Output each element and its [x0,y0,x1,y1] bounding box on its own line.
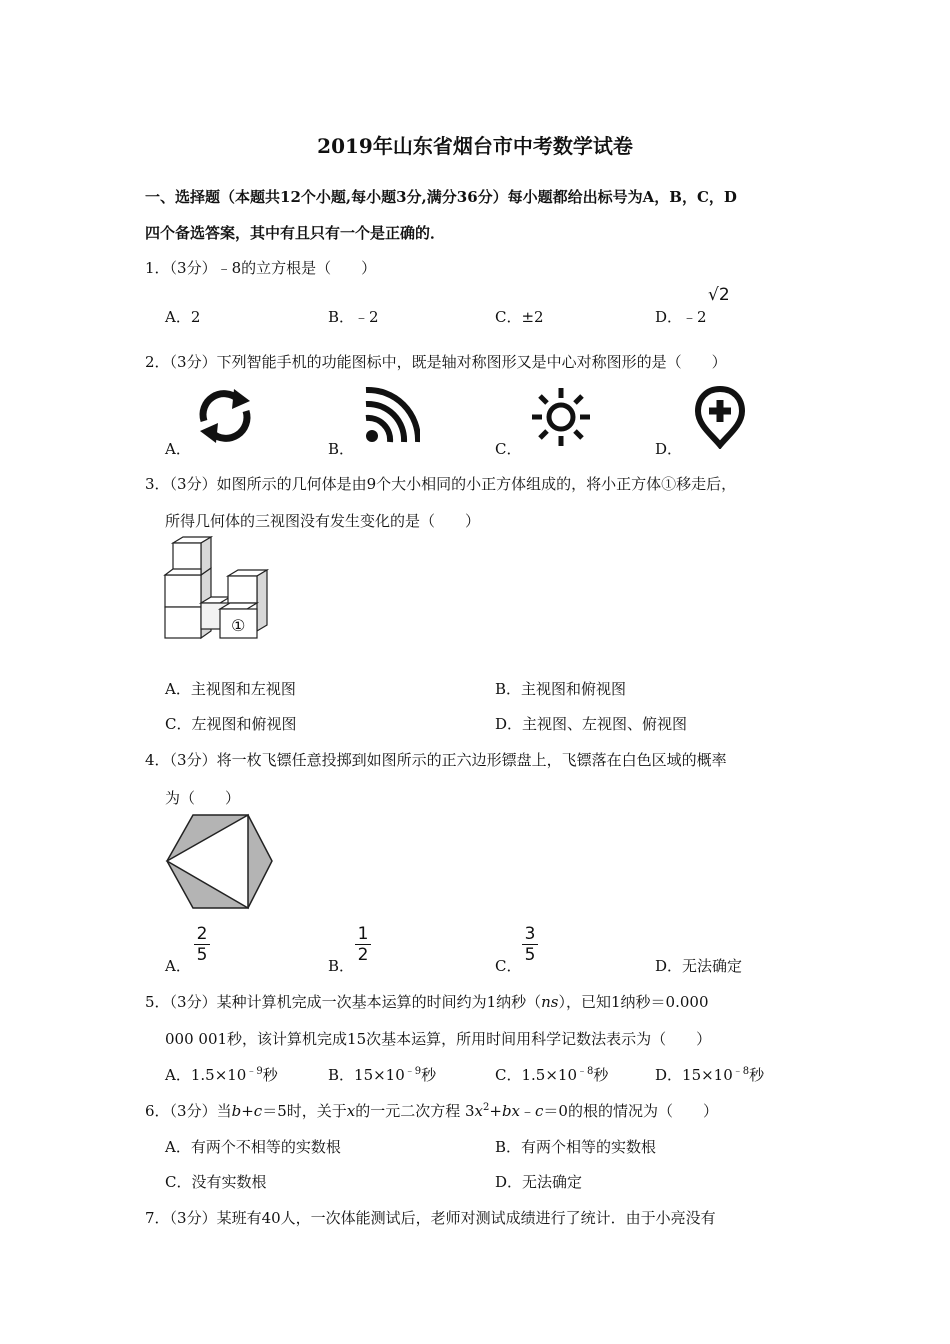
q1-stem: 1．（3分）﹣8的立方根是（ ） [145,259,377,277]
q4-option-d: D．无法确定 [655,957,743,975]
q3-option-c: C．左视图和俯视图 [165,715,297,733]
q3-option-b: B．主视图和俯视图 [495,680,627,698]
q7-stem: 7．（3分）某班有40人，一次体能测试后，老师对测试成绩进行了统计．由于小亮没有 [145,1209,716,1227]
q5-option-a-base: A．1.5×10 [165,1066,247,1084]
q5-option-d-unit: 秒 [749,1066,765,1084]
q3-stem-line1: 3．（3分）如图所示的几何体是由9个大小相同的小正方体组成的，将小正方体①移走后， [145,475,737,493]
q4-option-b-label: B． [328,957,355,975]
q6-plus-2: + [489,1102,502,1120]
q2-option-d: D． [655,440,683,458]
q5-option-b-unit: 秒 [421,1066,437,1084]
q2-stem: 2．（3分）下列智能手机的功能图标中，既是轴对称图形又是中心对称图形的是（ ） [145,353,727,371]
q4-stem-line1: 4．（3分）将一枚飞镖任意投掷到如图所示的正六边形镖盘上，飞镖落在白色区域的概率 [145,751,727,769]
q5-option-b-exp: ﹣9 [404,1066,422,1077]
q6-option-d: D．无法确定 [495,1173,583,1191]
q5-option-b-base: B．15×10 [328,1066,405,1084]
q5-option-c [495,1064,608,1085]
q6-text-1: 6．（3分）当 [145,1102,232,1120]
q5-stem-line1 [145,991,709,1012]
q5-option-a-exp: ﹣9 [246,1066,263,1077]
cube-label: ① [231,616,246,635]
section-heading-line1: 一、选择题（本题共12个小题,每小题3分,满分36分）每小题都给出标号为A，B，C，D [145,188,737,206]
hexagon-dartboard [162,812,276,912]
q1-option-d [655,306,707,327]
q4-option-b-numerator: 1 [357,924,369,944]
q4-option-c-denominator: 5 [524,945,536,965]
page-title: 2019年山东省烟台市中考数学试卷 [317,134,633,158]
q2-option-b: B． [328,440,355,458]
cube-figure [160,535,272,645]
q6-option-b: B．有两个相等的实数根 [495,1138,657,1156]
q5-unit-ns: ns [541,993,559,1011]
q5-stem-text-a: 5．（3分）某种计算机完成一次基本运算的时间约为1纳秒（ [145,993,542,1011]
q5-option-c-exp: ﹣8 [577,1066,594,1077]
q6-text-2: ＝5时，关于 [262,1102,347,1120]
location-add-icon [694,385,746,449]
q5-option-c-unit: 秒 [593,1066,609,1084]
q5-stem-line2: 000 001秒，该计算机完成15次基本运算，所用时间用科学记数法表示为（ ） [165,1030,712,1048]
q5-option-d-exp: ﹣8 [732,1066,750,1077]
refresh-icon [194,385,256,447]
q4-option-a-fraction [192,925,212,964]
q4-option-a-denominator: 5 [196,945,208,965]
q4-option-a-label: A． [165,957,191,975]
q5-option-c-base: C．1.5×10 [495,1066,577,1084]
q5-option-d [655,1064,764,1085]
q1-option-c: C．±2 [495,308,544,326]
q6-plus: + [241,1102,254,1120]
q4-option-b-denominator: 2 [357,945,369,965]
q2-option-a: A． [165,440,191,458]
q6-option-c: C．没有实数根 [165,1173,267,1191]
q6-text-4: ＝0的根的情况为（ ） [543,1102,718,1120]
q6-square: 2 [482,1102,490,1113]
q4-option-b-fraction [353,925,373,964]
q4-option-a-numerator: 2 [196,924,208,944]
q1-option-d-exponent: √2 [708,285,730,305]
wifi-icon [360,386,420,448]
q2-option-c: C． [495,440,522,458]
q5-option-a [165,1064,278,1085]
sun-icon [530,386,592,448]
q1-option-b: B．﹣2 [328,308,379,326]
section-heading-line2: 四个备选答案，其中有且只有一个是正确的． [145,224,446,242]
q3-option-d: D．主视图、左视图、俯视图 [495,715,688,733]
q6-minus: ﹣ [520,1102,536,1120]
q5-option-a-unit: 秒 [262,1066,278,1084]
q3-option-a: A．主视图和左视图 [165,680,296,698]
q5-option-b [328,1064,436,1085]
q6-var-c-2: c [535,1102,544,1120]
q1-option-a: A．2 [165,308,201,326]
q1-option-d-base: D．﹣2 [655,308,707,326]
q4-option-c-fraction [520,925,540,964]
q6-var-x-squared: x [474,1102,483,1120]
q3-stem-line2: 所得几何体的三视图没有发生变化的是（ ） [165,512,481,530]
q6-stem [145,1100,718,1121]
q6-option-a: A．有两个不相等的实数根 [165,1138,341,1156]
q5-option-d-base: D．15×10 [655,1066,733,1084]
q6-var-c: c [253,1102,263,1120]
q6-var-x: x [346,1102,356,1120]
q4-stem-line2: 为（ ） [165,789,241,807]
q6-var-bx: bx [501,1102,520,1120]
q6-var-b: b [231,1102,242,1120]
q4-option-c-numerator: 3 [524,924,536,944]
q5-stem-text-b: ），已知1纳秒＝0.000 [558,993,709,1011]
q4-option-c-label: C． [495,957,522,975]
q6-text-3: 的一元二次方程 3 [355,1102,475,1120]
